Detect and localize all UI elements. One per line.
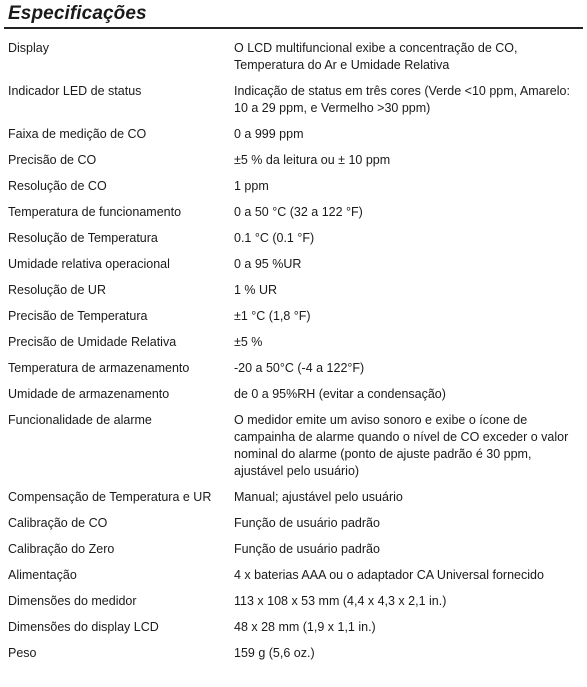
spec-row — [8, 489, 583, 506]
spec-label: Peso — [8, 646, 37, 660]
spec-row — [8, 204, 583, 221]
spec-label: Precisão de Temperatura — [8, 309, 148, 323]
spec-label: Dimensões do display LCD — [8, 620, 159, 634]
spec-label: Compensação de Temperatura e UR — [8, 490, 212, 504]
spec-row — [8, 256, 583, 273]
spec-label: Umidade relativa operacional — [8, 257, 170, 271]
spec-label: Resolução de Temperatura — [8, 231, 158, 245]
spec-label: Resolução de CO — [8, 179, 107, 193]
spec-value: Função de usuário padrão — [234, 542, 380, 556]
spec-label: Precisão de CO — [8, 153, 97, 167]
spec-row — [8, 308, 583, 325]
spec-row — [8, 645, 583, 662]
spec-value: -20 a 50°C (-4 a 122°F) — [234, 361, 365, 375]
spec-row — [8, 282, 583, 299]
spec-row — [8, 515, 583, 532]
spec-row — [8, 593, 583, 610]
spec-value: Manual; ajustável pelo usuário — [234, 490, 403, 504]
spec-value: 1 ppm — [234, 179, 269, 193]
spec-value: de 0 a 95%RH (evitar a condensação) — [234, 387, 446, 401]
spec-label: Precisão de Umidade Relativa — [8, 335, 177, 349]
spec-value: 1 % UR — [234, 283, 278, 297]
spec-label: Calibração do Zero — [8, 542, 115, 556]
spec-value: Função de usuário padrão — [234, 516, 380, 530]
spec-row — [8, 541, 583, 558]
spec-value: O LCD multifuncional exibe a concentração de CO, Temperatura do Ar e Umidade Relativa — [234, 41, 518, 72]
spec-value: ±5 % — [234, 335, 263, 349]
spec-row — [8, 334, 583, 351]
spec-row — [8, 412, 583, 480]
section-title: Especificações — [8, 3, 147, 24]
spec-value: 48 x 28 mm (1,9 x 1,1 in.) — [234, 620, 376, 634]
spec-value: 0 a 999 ppm — [234, 127, 304, 141]
spec-row — [8, 360, 583, 377]
spec-label: Indicador LED de status — [8, 84, 142, 98]
spec-value: O medidor emite um aviso sonoro e exibe o ícone de campainha de alarme quando o nível de CO exceder o valor nominal do alarme (ponto de ajuste padrão é 30 ppm, ajustável pelo usuário) — [234, 413, 569, 478]
spec-row — [8, 152, 583, 169]
spec-row — [8, 126, 583, 143]
spec-row — [8, 386, 583, 403]
spec-label: Alimentação — [8, 568, 77, 582]
spec-label: Resolução de UR — [8, 283, 106, 297]
spec-label: Display — [8, 41, 49, 55]
spec-value: 159 g (5,6 oz.) — [234, 646, 315, 660]
title-divider — [4, 27, 583, 29]
spec-label: Funcionalidade de alarme — [8, 413, 152, 427]
spec-label: Calibração de CO — [8, 516, 108, 530]
spec-value: 113 x 108 x 53 mm (4,4 x 4,3 x 2,1 in.) — [234, 594, 447, 608]
spec-label: Umidade de armazenamento — [8, 387, 170, 401]
spec-label: Faixa de medição de CO — [8, 127, 147, 141]
spec-row — [8, 178, 583, 195]
spec-label: Dimensões do medidor — [8, 594, 137, 608]
specifications-table — [8, 40, 583, 671]
spec-value: 4 x baterias AAA ou o adaptador CA Universal fornecido — [234, 568, 544, 582]
spec-value: Indicação de status em três cores (Verde <10 ppm, Amarelo: 10 a 29 ppm, e Vermelho >30 ppm) — [234, 84, 570, 115]
spec-row — [8, 567, 583, 584]
spec-label: Temperatura de funcionamento — [8, 205, 182, 219]
spec-value: 0.1 °C (0.1 °F) — [234, 231, 315, 245]
spec-row — [8, 230, 583, 247]
spec-value: ±5 % da leitura ou ± 10 ppm — [234, 153, 391, 167]
spec-label: Temperatura de armazenamento — [8, 361, 190, 375]
spec-value: 0 a 50 °C (32 a 122 °F) — [234, 205, 363, 219]
spec-row — [8, 619, 583, 636]
spec-value: 0 a 95 %UR — [234, 257, 302, 271]
spec-row — [8, 40, 583, 74]
spec-row — [8, 83, 583, 117]
spec-value: ±1 °C (1,8 °F) — [234, 309, 311, 323]
